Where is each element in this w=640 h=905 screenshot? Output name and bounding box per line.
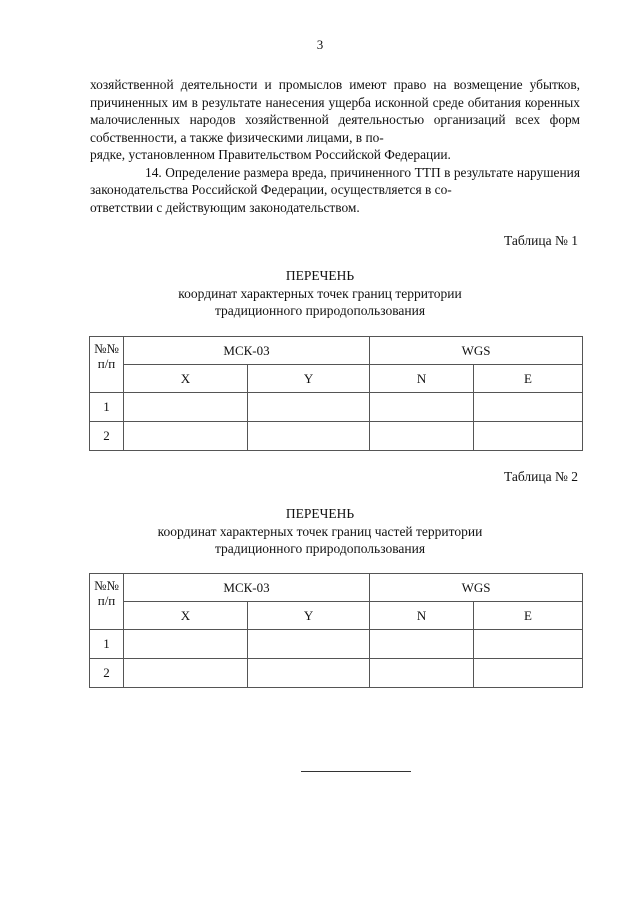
column-header-n: N [370, 365, 474, 393]
cell-n [370, 422, 474, 451]
column-header-x: X [124, 365, 248, 393]
column-number-header-line2: п/п [97, 593, 116, 608]
coordinates-table-2 [89, 573, 583, 688]
cell-e [474, 659, 583, 688]
cell-x [124, 630, 248, 659]
paragraph-14-text: 14. Определение размера вреда, причиненного ТТП в результате нарушения законодательства Российской Федерации, осуществляется в со- [90, 164, 580, 197]
column-number-header-line1: №№ [94, 341, 119, 356]
cell-y [248, 422, 370, 451]
table-row [90, 393, 583, 422]
paragraph-1-text: хозяйственной деятельности и промыслов имеют право на возмещение убытков, причиненных им в результате нанесения ущерба исконной среде обитания коренных малочисленных народов хозяйственной деятельностью организаций всех форм собственности, а также физическими лицами, в по- [90, 77, 580, 145]
cell-x [124, 393, 248, 422]
table-2-label: Таблица № 2 [504, 469, 578, 484]
cell-n [370, 659, 474, 688]
column-number-header [90, 574, 124, 630]
table-1-label: Таблица № 1 [504, 233, 578, 248]
row-number: 2 [90, 659, 124, 688]
column-number-header [90, 337, 124, 393]
table-row [90, 422, 583, 451]
table-2-title-line2: координат характерных точек границ частей территории [157, 523, 483, 539]
paragraph-continuation [90, 76, 580, 146]
cell-x [124, 659, 248, 688]
column-header-e: E [474, 365, 583, 393]
column-header-y: Y [248, 365, 370, 393]
table-2-title-line3: традиционного природопользования [214, 541, 426, 556]
table-2-title-heading: ПЕРЕЧЕНЬ [285, 506, 355, 521]
row-number: 1 [90, 393, 124, 422]
cell-e [474, 393, 583, 422]
group-header-wgs: WGS [370, 337, 583, 365]
table-2-title [0, 505, 640, 558]
group-header-wgs: WGS [370, 574, 583, 602]
body-text [90, 76, 580, 216]
column-header-n: N [370, 602, 474, 630]
table-1-title-line3: традиционного природопользования [214, 303, 426, 318]
row-number: 1 [90, 630, 124, 659]
coordinates-table-1 [89, 336, 583, 451]
column-header-e: E [474, 602, 583, 630]
cell-y [248, 630, 370, 659]
row-number: 2 [90, 422, 124, 451]
cell-e [474, 422, 583, 451]
column-number-header-line1: №№ [94, 578, 119, 593]
closing-divider-line [301, 771, 411, 772]
table-row [90, 630, 583, 659]
page-number: 3 [316, 37, 324, 52]
cell-x [124, 422, 248, 451]
group-header-msk: МСК-03 [124, 574, 370, 602]
cell-y [248, 393, 370, 422]
paragraph-14 [90, 164, 580, 199]
table-1-title-line2: координат характерных точек границ территории [178, 285, 462, 301]
column-number-header-line2: п/п [97, 356, 116, 371]
group-header-msk: МСК-03 [124, 337, 370, 365]
column-header-y: Y [248, 602, 370, 630]
cell-n [370, 393, 474, 422]
paragraph-14-last-line: ответствии с действующим законодательством. [90, 199, 360, 215]
cell-e [474, 630, 583, 659]
cell-y [248, 659, 370, 688]
table-row [90, 659, 583, 688]
column-header-x: X [124, 602, 248, 630]
table-1-title [0, 267, 640, 320]
table-1-title-heading: ПЕРЕЧЕНЬ [285, 268, 355, 283]
cell-n [370, 630, 474, 659]
paragraph-1-last-line: рядке, установленном Правительством Российской Федерации. [90, 147, 451, 162]
